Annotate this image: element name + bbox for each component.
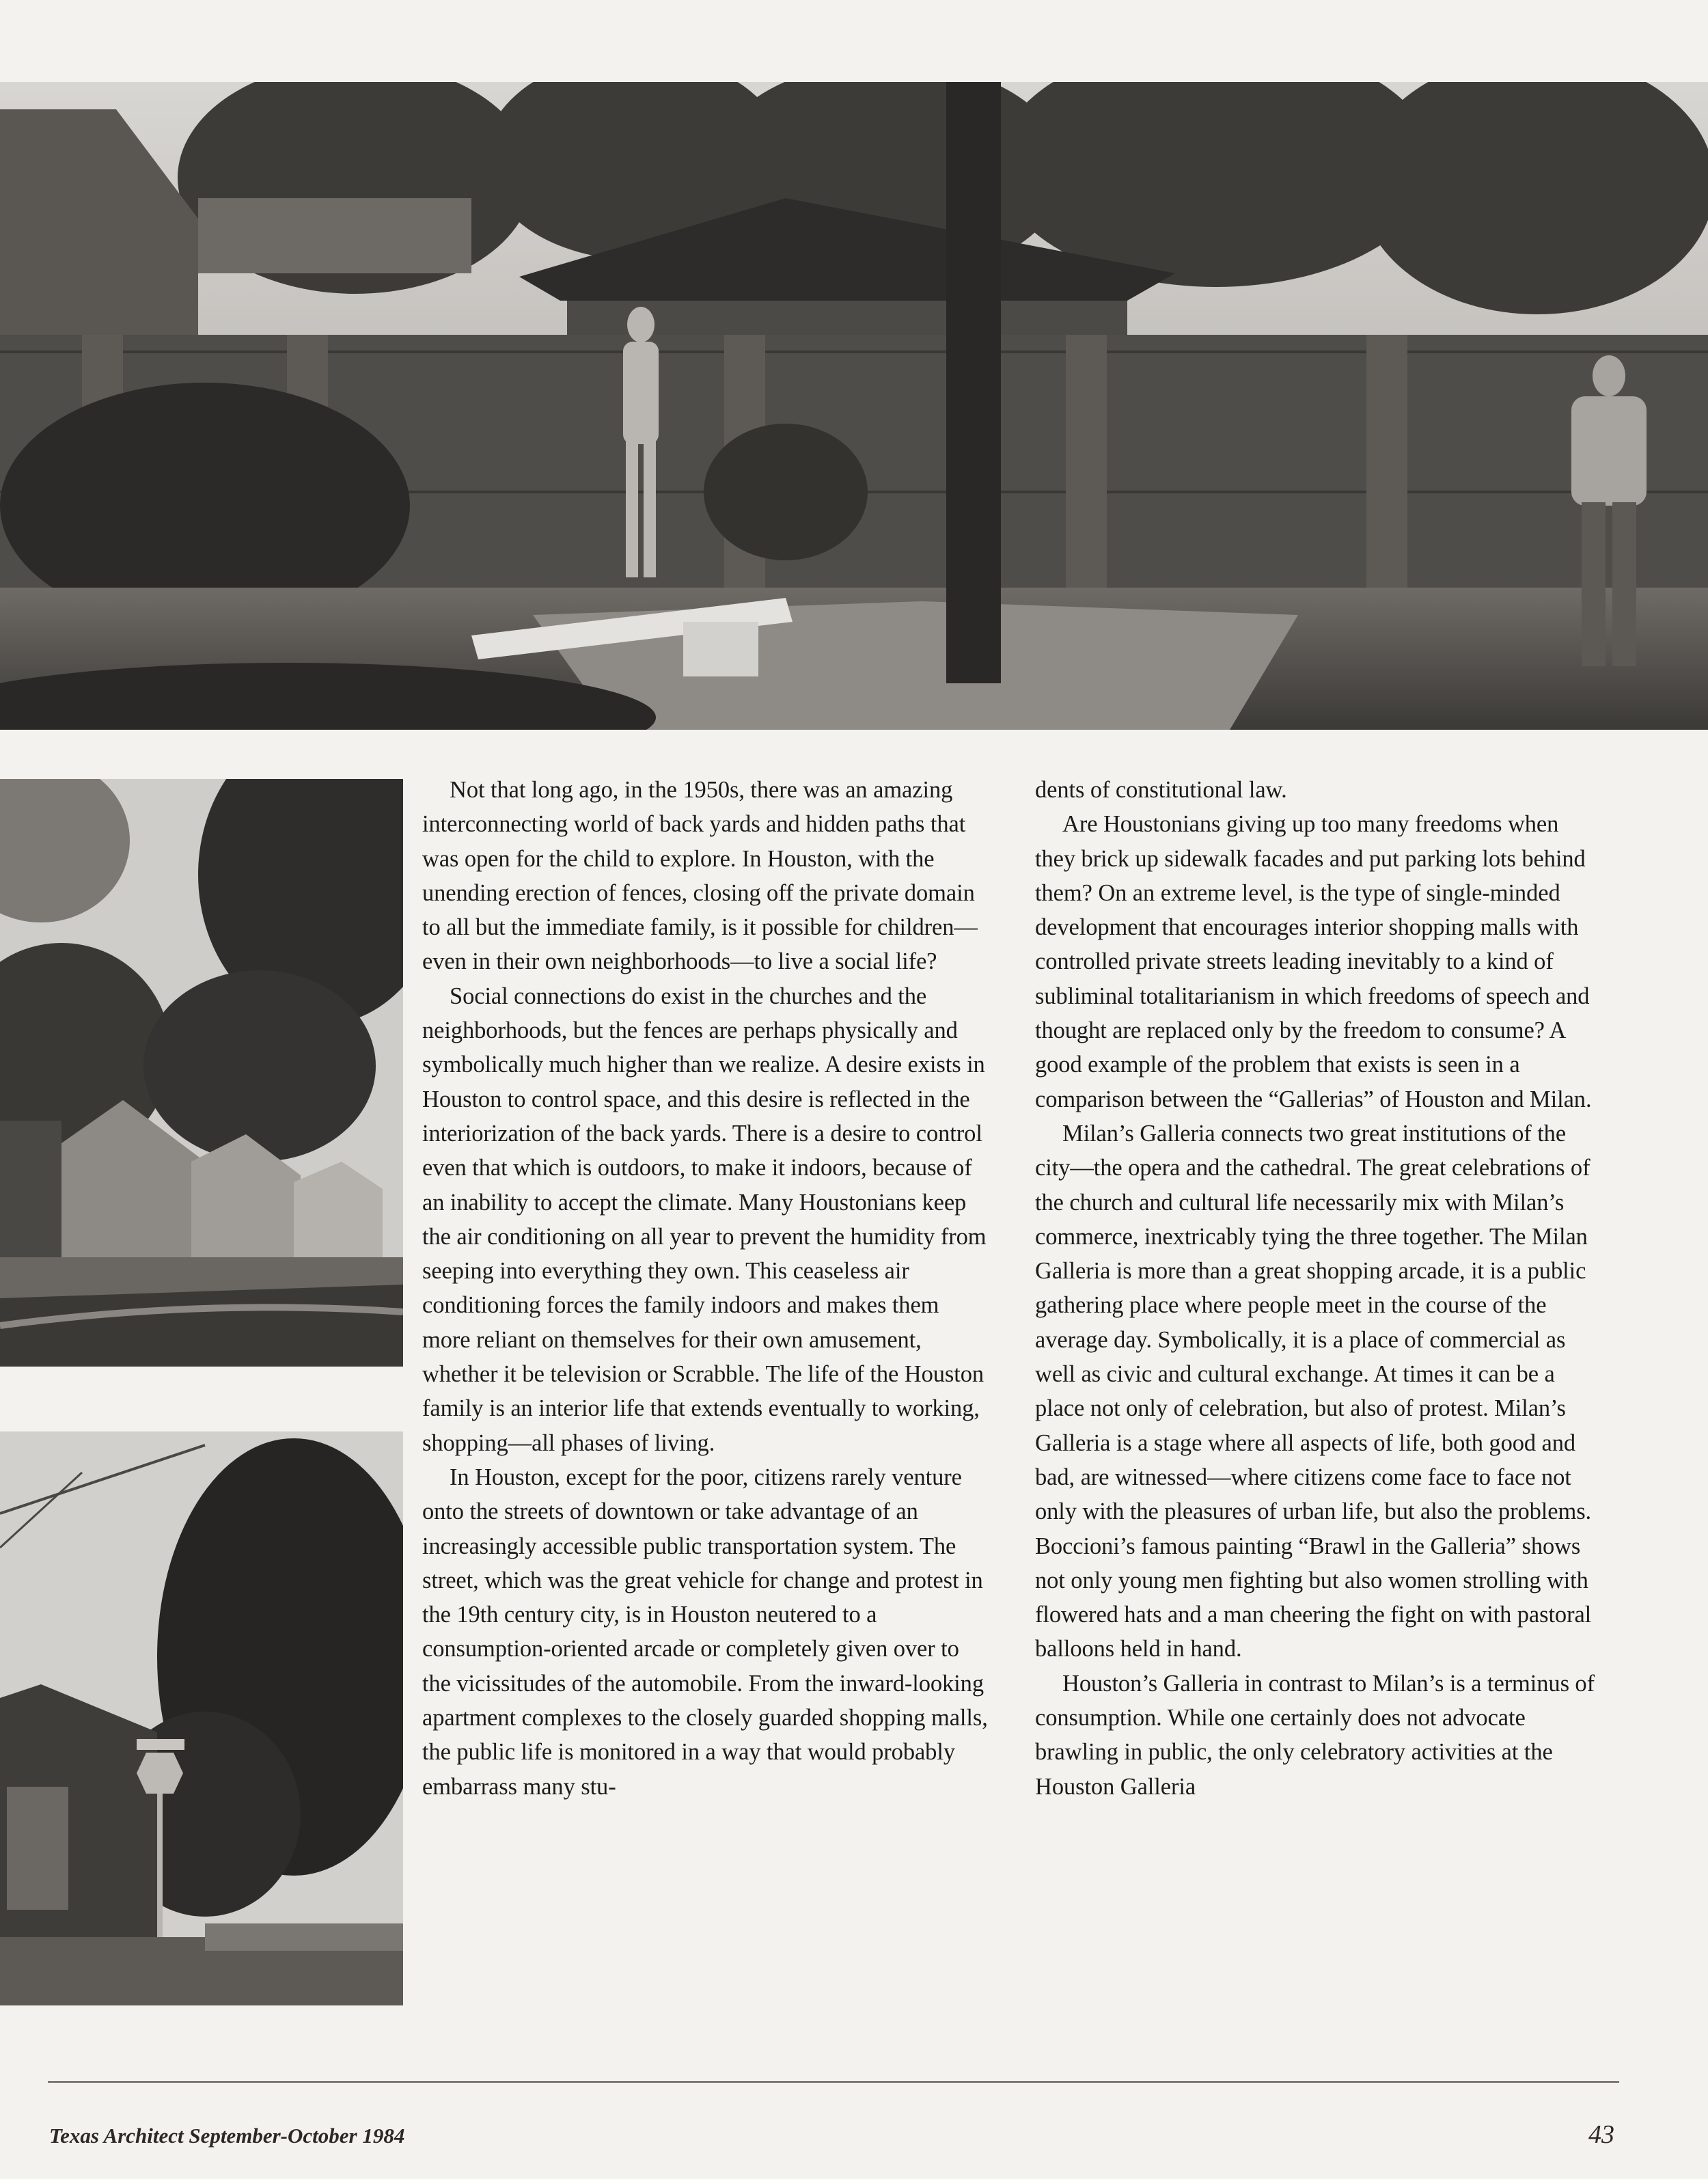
backyard-photo [0, 82, 1708, 730]
article-right-column [1035, 773, 1603, 1804]
paragraph: Social connections do exist in the churches and the neighborhoods, but the fences are perhaps physically and symbolically much higher than we realize. A desire exists in Houston to control space, and this desire is reflected in the interiorization of the back yards. There is a desire to control even that which is outdoors, to make it indoors, because of an inability to accept the climate. Many Houstonians keep the air conditioning on all year to prevent the humidity from seeping into everything they own. This ceaseless air conditioning forces the family indoors and makes them more reliant on themselves for their own amusement, whether it be television or Scrabble. The life of the Houston family is an interior life that extends eventually to working, shopping—all phases of living. [422, 983, 987, 1456]
paragraph: Milan’s Galleria connects two great institutions of the city—the opera and the cathedral. The great celebrations of the church and cultural life necessarily mix with Milan’s commerce, inextricably tying the three together. The Milan Galleria is more than a great shopping arcade, it is a public gathering place where people meet in the course of the average day. Symbolically, it is a place of commercial as well as civic and cultural exchange. At times it can be a place not only of celebration, but also of protest. Milan’s Galleria is a stage where all aspects of life, both good and bad, are witnessed—where citizens come face to face not only with the pleasures of urban life, but also the problems. Boccioni’s famous painting “Brawl in the Galleria” shows not only young men fighting but also women strolling with flowered hats and a man cheering the fight on with pastoral balloons held in hand. [1035, 1120, 1592, 1662]
footer-rule [48, 2081, 1619, 2083]
street-houses-photo [0, 779, 403, 1367]
article-left-column [422, 773, 991, 1804]
paragraph-continuation: dents of constitutional law. [1035, 777, 1287, 803]
paragraph: In Houston, except for the poor, citizens rarely venture onto the streets of downtown or take advantage of an increasingly accessible public transportation system. The street, which was the great vehicle for change and protest in the 19th century city, is in Houston neutered to a consumption-oriented arcade or completely given over to the vicissitudes of the automobile. From the inward-looking apartment complexes to the closely guarded shopping malls, the public life is monitored in a way that would probably embarrass many stu- [422, 1464, 988, 1800]
publication-footer: Texas Architect September-October 1984 [49, 2124, 405, 2148]
paragraph: Not that long ago, in the 1950s, there was an amazing interconnecting world of back yards and hidden paths that was open for the child to explore. In Houston, with the unending erection of fences, closing off the private domain to all but the immediate family, is it possible for children—even in their own neighborhoods—to live a social life? [422, 777, 978, 975]
page-number: 43 [1588, 2120, 1614, 2149]
paragraph: Are Houstonians giving up too many freedoms when they brick up sidewalk facades and put parking lots behind them? On an extreme level, is the type of single-minded development that encourages interior shopping malls with controlled private streets leading inevitably to a kind of subliminal totalitarianism in which freedoms of speech and thought are replaced only by the freedom to consume? A good example of the problem that exists is seen in a comparison between the “Gallerias” of Houston and Milan. [1035, 811, 1592, 1112]
stop-sign-house-photo [0, 1431, 403, 2005]
paragraph: Houston’s Galleria in contrast to Milan’s is a terminus of consumption. While one certainly does not advocate brawling in public, the only celebratory activities at the Houston Galleria [1035, 1670, 1595, 1800]
